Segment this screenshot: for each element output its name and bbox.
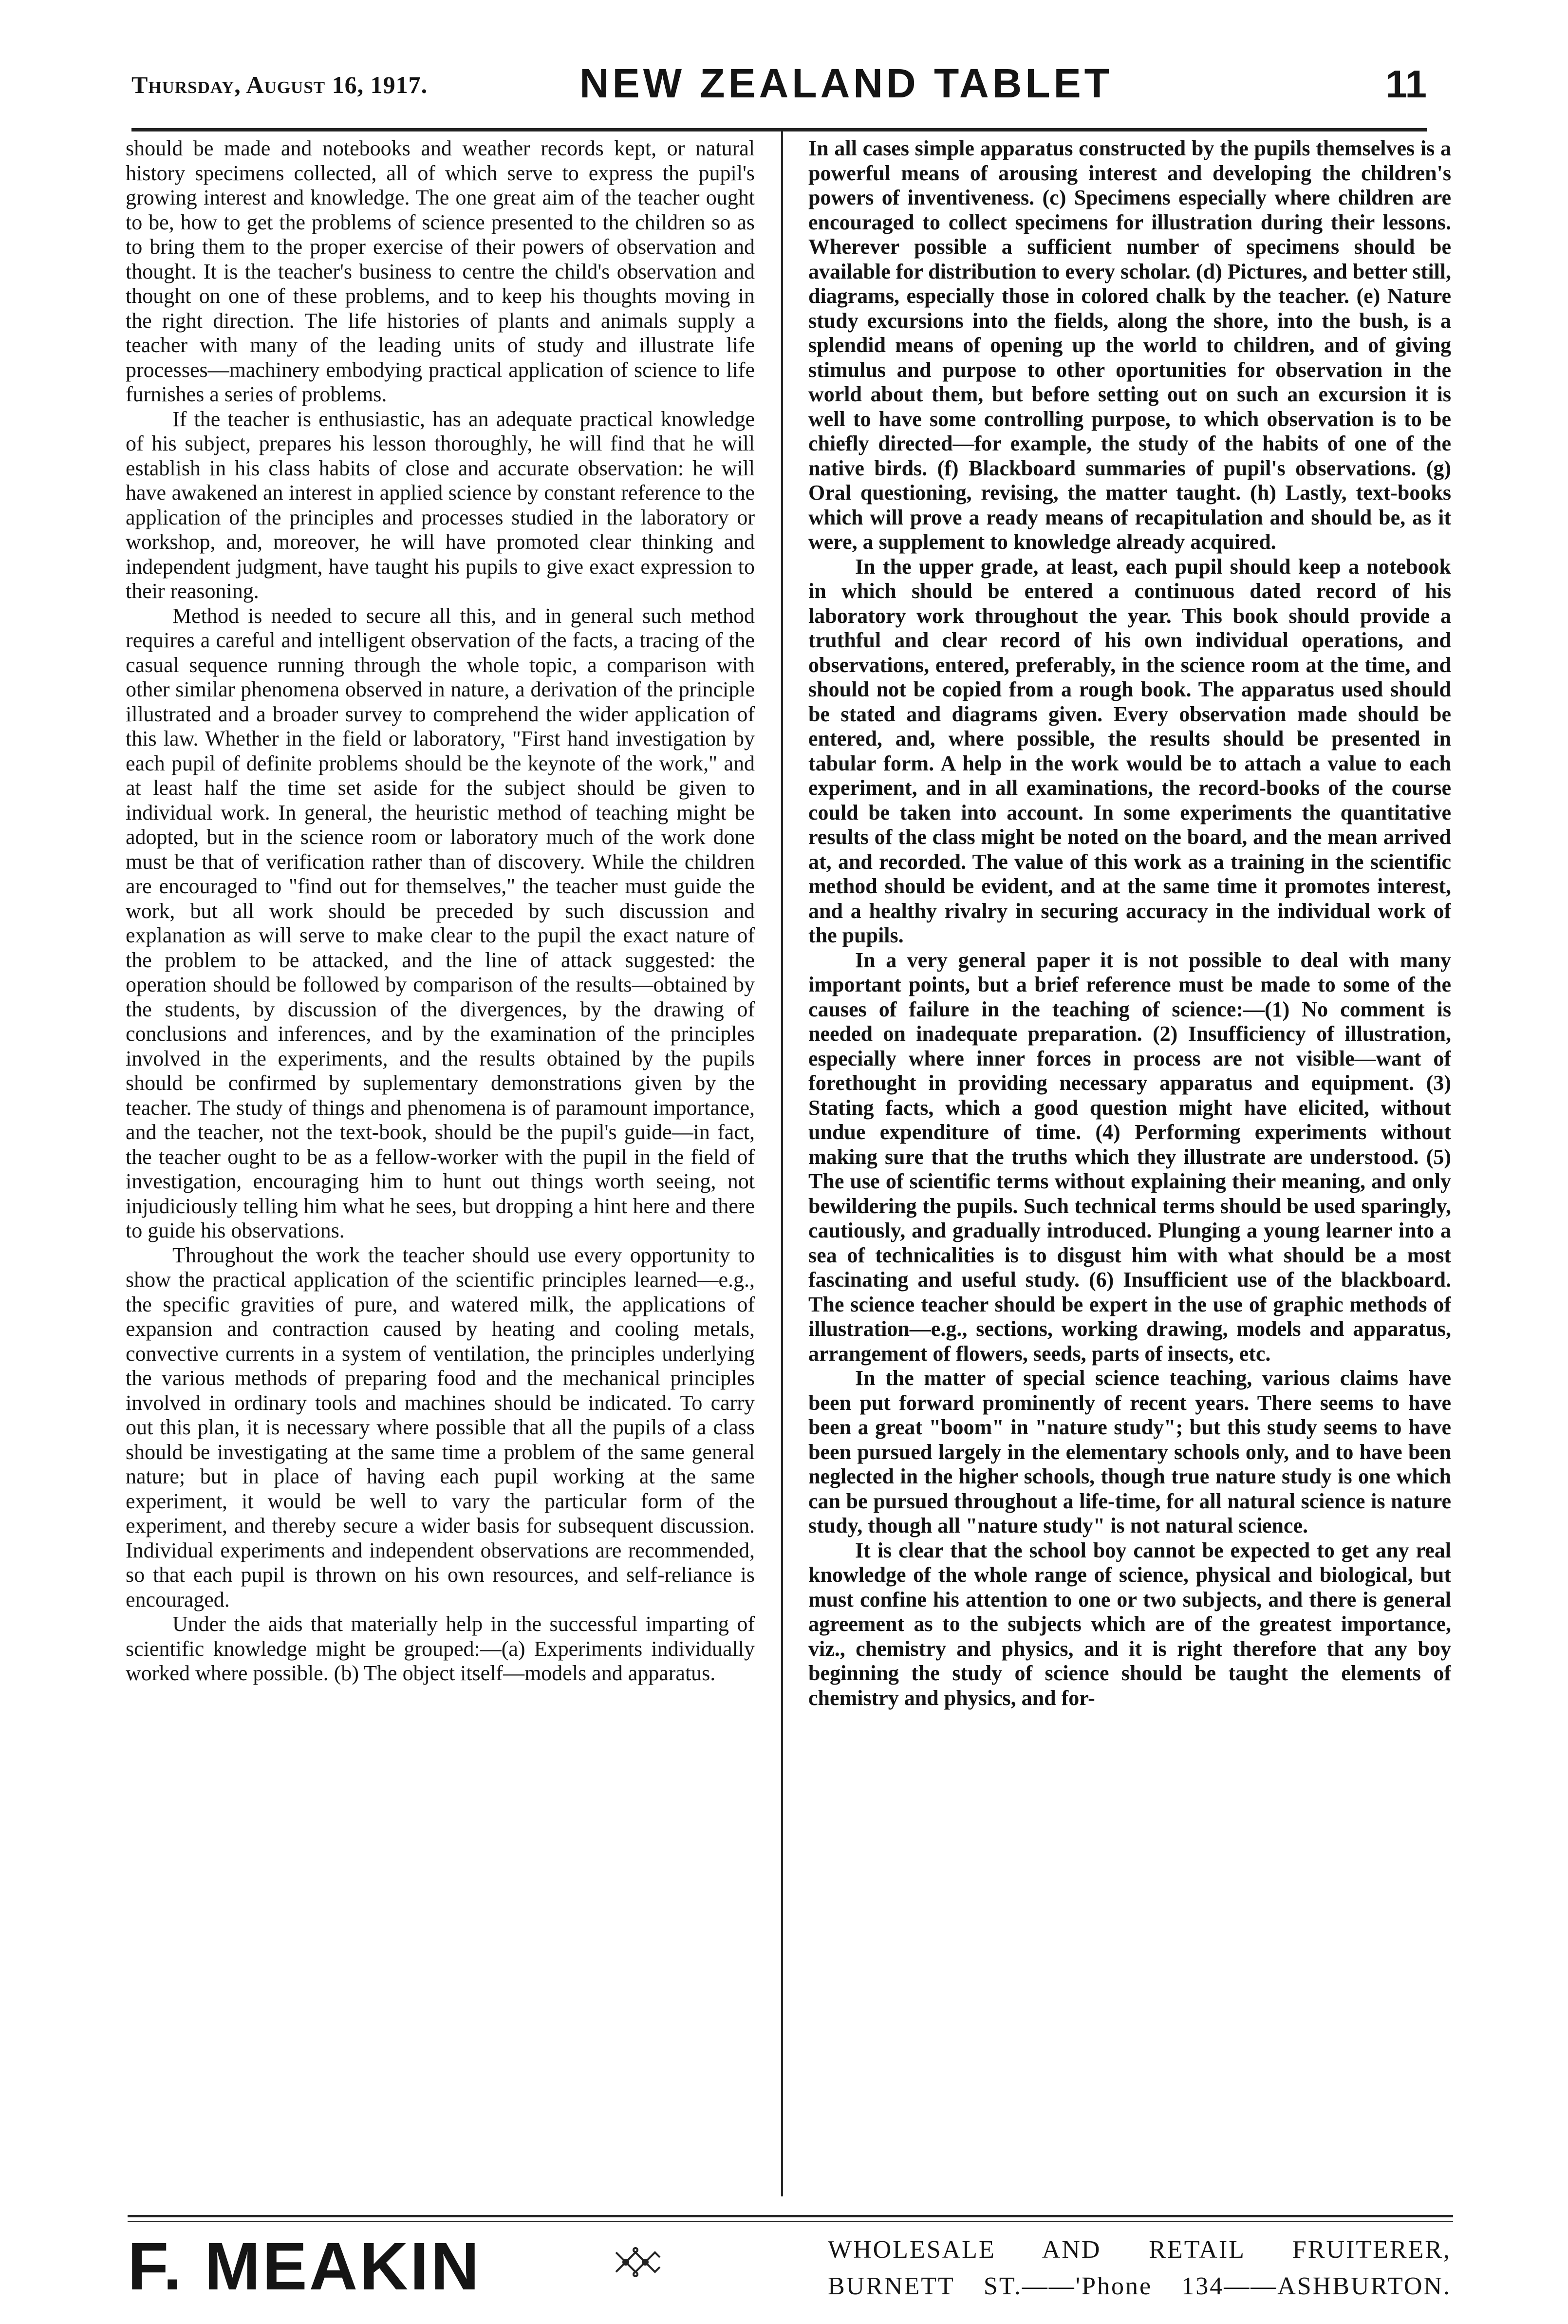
paragraph: If the teacher is enthusiastic, has an adequate practical knowledge of his subject, prepares his lesson thoroughly, he will find that he will establish in his class habits of close and accurate observation: he will have awakened an interest in applied science by constant reference to the application of the principles and processes studied in the laboratory or workshop, and, moreover, he will have promoted clear thinking and independent judgment, have taught his pupils to give exact expression to their reasoning. (126, 407, 755, 603)
advertisement-line-1: WHOLESALE AND RETAIL FRUITERER, (828, 2236, 1451, 2264)
footer-rule (128, 2215, 1453, 2217)
publication-title: NEW ZEALAND TABLET (579, 60, 1113, 106)
paragraph: In the matter of special science teaching, various claims have been put forward prominently of recent years. There seems to have been a great "boom" in "nature study"; but this study seems to have been pursued largely in the elementary schools only, and to have been neglected in the higher schools, though true nature study is one which can be pursued throughout a life-time, for all natural science is nature study, though all "nature study" is not natural science. (808, 1366, 1451, 1537)
column-divider (781, 131, 783, 2196)
paragraph: In the upper grade, at least, each pupil should keep a notebook in which should be entered a continuous dated record of his laboratory work throughout the year. This book should provide a truthful and clear record of his own individual operations, and observations, entered, preferably, in the science room at the time, and should not be copied from a rough book. The apparatus used should be stated and diagrams given. Every observation made should be entered, and, where possible, the results should be presented in tabular form. A help in the work would be to attach a value to each experiment, and in all examinations, the record-books of the course could be taken into account. In some experiments the quantitative results of the class might be noted on the board, and the mean arrived at, and recorded. The value of this work as a training in the scientific method should be evident, and at the same time it promotes interest, and a healthy rivalry in securing accuracy in the individual work of the pupils. (808, 554, 1451, 947)
paragraph: It is clear that the school boy cannot be expected to get any real knowledge of the whole range of science, physical and biological, but must confine his attention to one or two subjects, and there is general agreement as to the subjects which are of the greatest importance, viz., chemistry and physics, and it is right therefore that any boy beginning the study of science should be taught the elements of chemistry and physics, and for- (808, 1538, 1451, 1710)
ornament-icon (609, 2240, 667, 2284)
left-column (126, 136, 755, 2196)
advertiser-name: F. MEAKIN (128, 2229, 481, 2304)
paragraph: In a very general paper it is not possible to deal with many important points, but a brief reference must be made to some of the causes of failure in the teaching of science:—(1) No comment is needed on inadequate preparation. (2) Insufficiency of illustration, especially where inner forces in process are not visible—want of forethought in providing necessary apparatus and equipment. (3) Stating facts, which a good question might have elicited, without undue expenditure of time. (4) Performing experiments without making sure that the truths which they illustrate are understood. (5) The use of scientific terms without explaining their meaning, and only bewildering the pupils. Such technical terms should be used sparingly, cautiously, and gradually introduced. Plunging a young learner into a sea of technicalities is to disgust him with what should be a most fascinating and useful study. (6) Insufficient use of the blackboard. The science teacher should be expert in the use of graphic methods of illustration—e.g., sections, working drawing, models and apparatus, arrangement of flowers, seeds, parts of insects, etc. (808, 948, 1451, 1366)
header-rule (131, 128, 1427, 131)
page-number: 11 (1385, 62, 1427, 106)
paragraph: should be made and notebooks and weather records kept, or natural history specimens collected, all of which serve to express the pupil's growing interest and knowledge. The one great aim of the teacher ought to be, how to get the problems of science presented to the children so as to bring them to the proper exercise of their powers of observation and thought. It is the teacher's business to centre the child's observation and thought on one of these problems, and to keep his thoughts moving in the right direction. The life histories of plants and animals supply a teacher with many of the leading units of study and illustrate life processes—machinery embodying practical application of science to life furnishes a series of problems. (126, 136, 755, 406)
footer-rule (128, 2221, 1453, 2222)
page-header (131, 60, 1427, 129)
paragraph: Method is needed to secure all this, and in general such method requires a careful and intelligent observation of the facts, a tracing of the casual sequence running through the whole topic, a comparison with other similar phenomena observed in nature, a derivation of the principle illustrated and a broader survey to comprehend the wider application of this law. Whether in the field or laboratory, "First hand investigation by each pupil of definite problems should be the keynote of the work," and at least half the time set aside for the subject should be given to individual work. In general, the heuristic method of teaching might be adopted, but in the science room or laboratory much of the work done must be that of verification rather than of discovery. While the children are encouraged to "find out for themselves," the teacher must guide the work, but all work should be preceded by such discussion and explanation as will serve to make clear to the pupil the exact nature of the problem to be attacked, and the line of attack suggested: the operation should be followed by comparison of the results—obtained by the students, by discussion of the divergences, by the drawing of conclusions and inferences, and by the examination of the principles involved in the experiments, and the results obtained by the pupils should be confirmed by suplementary demonstrations given by the teacher. The study of things and phenomena is of paramount importance, and the teacher, not the text-book, should be the pupil's guide—in fact, the teacher ought to be as a fellow-worker with the pupil in the field of investigation, encouraging him to hunt out things worth seeing, not injudiciously telling him what he sees, but dropping a hint here and there to guide his observations. (126, 603, 755, 1242)
right-column (808, 136, 1451, 2196)
header-date: Thursday, August 16, 1917. (131, 71, 428, 98)
paragraph: Under the aids that materially help in the successful imparting of scientific knowledge might be grouped:—(a) Experiments individually worked where possible. (b) The object itself—models and apparatus. (126, 1612, 755, 1685)
advertisement-line-2: BURNETT ST.——'Phone 134——ASHBURTON. (828, 2272, 1451, 2300)
paragraph: In all cases simple apparatus constructed by the pupils themselves is a powerful means of arousing interest and developing the children's powers of inventiveness. (c) Specimens especially where children are encouraged to collect specimens for illustration during their lessons. Wherever possible a sufficient number of specimens should be available for distribution to every scholar. (d) Pictures, and better still, diagrams, especially those in colored chalk by the teacher. (e) Nature study excursions into the fields, along the shore, into the bush, is a splendid means of opening up the world to children, and of giving stimulus and purpose to other oportunities for observation in the world about them, but before setting out on such an excursion it is well to have some controlling purpose, to which observation is to be chiefly directed—for example, the study of the habits of one of the native birds. (f) Blackboard summaries of pupil's observations. (g) Oral questioning, revising, the matter taught. (h) Lastly, text-books which will prove a ready means of recapitulation and should be, as it were, a supplement to knowledge already acquired. (808, 136, 1451, 554)
paragraph: Throughout the work the teacher should use every opportunity to show the practical application of the scientific principles learned—e.g., the specific gravities of pure, and watered milk, the applications of expansion and contraction caused by heating and cooling metals, convective currents in a system of ventilation, the principles underlying the various methods of preparing food and the mechanical principles involved in ordinary tools and machines should be indicated. To carry out this plan, it is necessary where possible that all the pupils of a class should be investigating at the same time a problem of the same general nature; but in place of having each pupil working at the same experiment, it would be well to vary the particular form of the experiment, and thereby secure a wider basis for subsequent discussion. Individual experiments and independent observations are recommended, so that each pupil is thrown on his own resources, and self-reliance is encouraged. (126, 1243, 755, 1612)
